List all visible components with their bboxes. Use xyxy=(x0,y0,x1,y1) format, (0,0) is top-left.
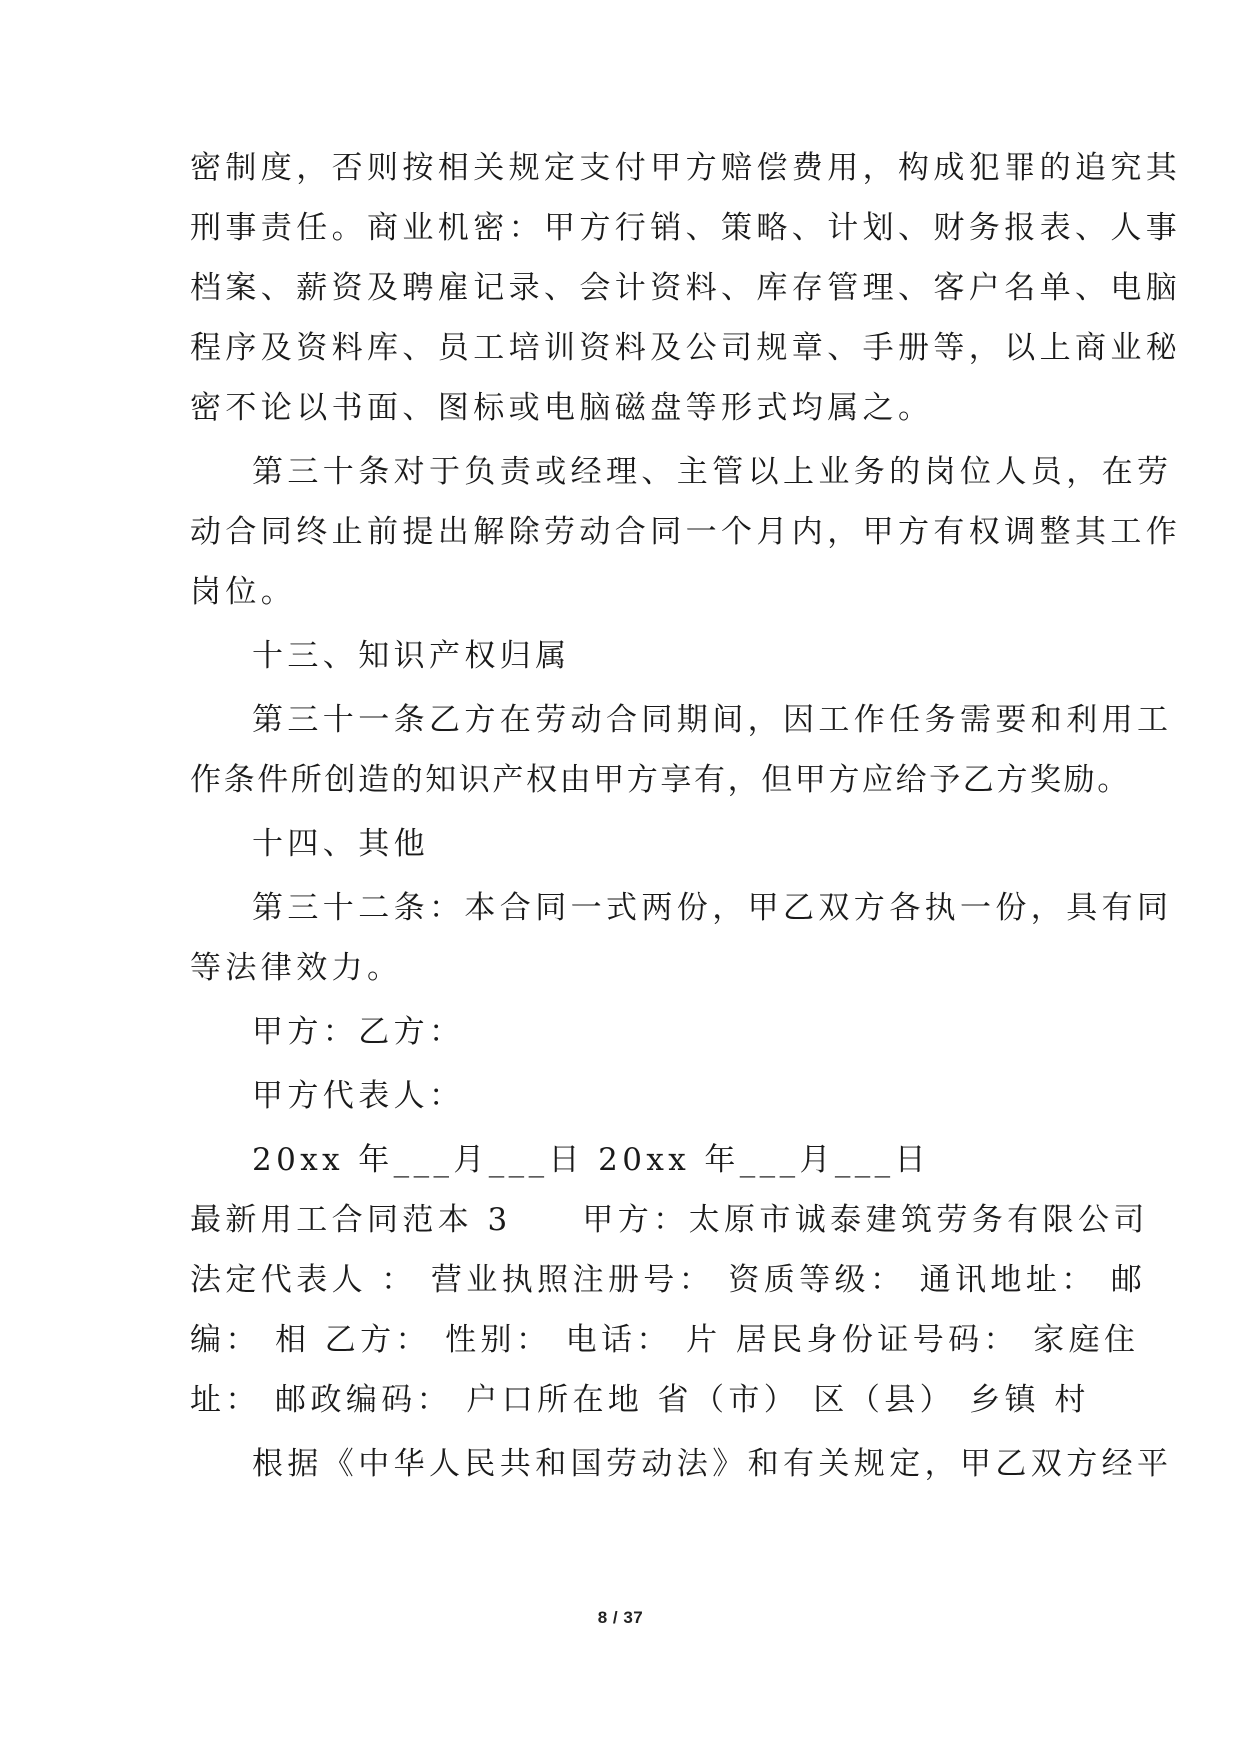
body-line: 编： 相 乙方： 性别： 电话： 片 居民身份证号码： 家庭住 xyxy=(190,1322,1140,1358)
signature-dates: 20xx 年___月___日 20xx 年___月___日 xyxy=(252,1142,930,1178)
body-line: 法定代表人 ： 营业执照注册号： 资质等级： 通讯地址： 邮 xyxy=(190,1262,1147,1298)
section-heading-13: 十三、知识产权归属 xyxy=(252,638,571,674)
article-30-paragraph: 第三十条对于负责或经理、主管以上业务的岗位人员，在劳 xyxy=(252,454,1173,490)
section-heading-14: 十四、其他 xyxy=(252,826,429,862)
body-line: 密制度，否则按相关规定支付甲方赔偿费用，构成犯罪的追究其 xyxy=(190,150,1182,186)
article-32-paragraph: 第三十二条：本合同一式两份，甲乙双方各执一份，具有同 xyxy=(252,890,1173,926)
body-line: 档案、薪资及聘雇记录、会计资料、库存管理、客户名单、电脑 xyxy=(190,270,1182,306)
article-31-paragraph: 第三十一条乙方在劳动合同期间，因工作任务需要和利用工 xyxy=(252,702,1173,738)
body-line: 密不论以书面、图标或电脑磁盘等形式均属之。 xyxy=(190,390,934,426)
body-line: 作条件所创造的知识产权由甲方享有，但甲方应给予乙方奖励。 xyxy=(190,762,1131,798)
body-line: 刑事责任。商业机密：甲方行销、策略、计划、财务报表、人事 xyxy=(190,210,1182,246)
body-line: 根据《中华人民共和国劳动法》和有关规定，甲乙双方经平 xyxy=(252,1446,1173,1482)
body-line: 址： 邮政编码： 户口所在地 省（市） 区（县） 乡镇 村 xyxy=(190,1382,1090,1418)
body-line: 岗位。 xyxy=(190,574,297,610)
contract-3-header: 最新用工合同范本 3 甲方：太原市诚泰建筑劳务有限公司 xyxy=(190,1202,1149,1238)
party-a-representative: 甲方代表人： xyxy=(252,1078,465,1114)
party-labels: 甲方：乙方： xyxy=(252,1014,465,1050)
body-line: 程序及资料库、员工培训资料及公司规章、手册等，以上商业秘 xyxy=(190,330,1182,366)
page-number: 8 / 37 xyxy=(597,1608,644,1627)
body-line: 等法律效力。 xyxy=(190,950,403,986)
body-line: 动合同终止前提出解除劳动合同一个月内，甲方有权调整其工作 xyxy=(190,514,1182,550)
